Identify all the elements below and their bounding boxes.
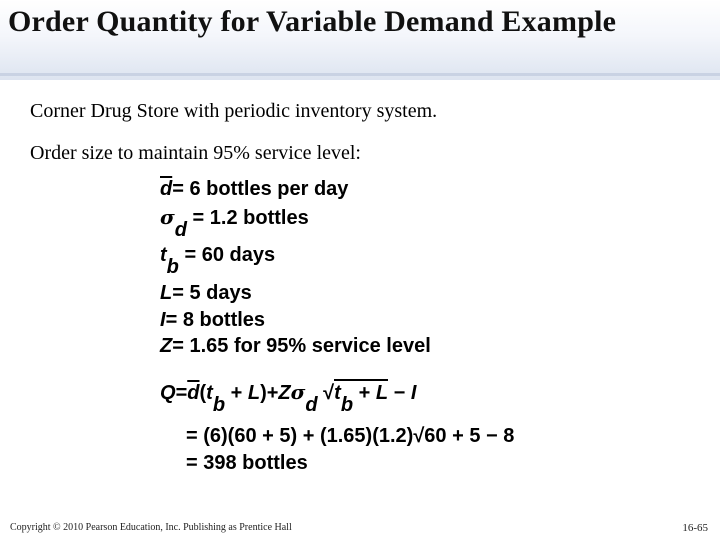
d-bar-symbol: $\overline{d}$ bbox=[160, 178, 173, 200]
formula-plus-2: + bbox=[266, 382, 279, 404]
given-L bbox=[160, 282, 252, 305]
sigma-value: 1.2 bottles bbox=[209, 207, 309, 229]
formula-t-subscript: b bbox=[212, 394, 226, 416]
formula-radicand-plus: + bbox=[358, 382, 371, 404]
Z-symbol: Z bbox=[160, 335, 173, 357]
formula-close-paren: ) bbox=[260, 382, 267, 404]
formula-radicand-t-subscript: b bbox=[340, 394, 354, 416]
bullet-2: Order size to maintain 95% service level: bbox=[30, 142, 361, 164]
result-line: = 398 bottles bbox=[186, 452, 308, 474]
Z-eq: = bbox=[172, 335, 184, 357]
formula-radicand-L: L bbox=[375, 382, 389, 404]
formula-plus-1: + bbox=[230, 382, 243, 404]
tb-subscript: b bbox=[166, 256, 179, 278]
formula-sqrt-radicand bbox=[334, 379, 389, 416]
order-quantity-formula bbox=[160, 380, 417, 416]
given-Z bbox=[160, 335, 431, 358]
given-I bbox=[160, 309, 265, 332]
formula-sigma: σ bbox=[290, 380, 306, 404]
page-number: 16-65 bbox=[682, 522, 708, 534]
sigma-eq: = bbox=[192, 207, 205, 229]
substitution-line: = (6)(60 + 5) + (1.65)(1.2)√60 + 5 − 8 bbox=[186, 425, 515, 447]
L-symbol: L bbox=[160, 282, 173, 304]
given-sigma-d bbox=[160, 205, 309, 241]
formula-radicand-t: t bbox=[334, 382, 341, 404]
title-bar bbox=[0, 0, 720, 80]
formula-sqrt-sign: √ bbox=[323, 382, 335, 404]
copyright-notice: Copyright © 2010 Pearson Education, Inc. Publishing as Prentice Hall bbox=[10, 522, 292, 533]
L-value: 5 days bbox=[189, 282, 252, 304]
formula-sigma-subscript: d bbox=[305, 394, 318, 416]
I-value: 8 bottles bbox=[182, 309, 266, 331]
bullet-1: Corner Drug Store with periodic inventory system. bbox=[30, 100, 438, 122]
tb-eq: = bbox=[184, 244, 197, 266]
Z-value: 1.65 for 95% service level bbox=[189, 335, 431, 357]
formula-Z: Z bbox=[278, 382, 291, 404]
formula-open-paren: ( bbox=[199, 382, 207, 404]
I-symbol: I bbox=[160, 309, 166, 331]
formula-minus: − bbox=[393, 382, 406, 404]
formula-Q: Q bbox=[160, 382, 176, 404]
formula-eq: = bbox=[175, 382, 188, 404]
slide-title: Order Quantity for Variable Demand Example bbox=[8, 5, 617, 38]
L-eq: = bbox=[172, 282, 184, 304]
formula-d-bar: $\overline{d}$ bbox=[187, 382, 200, 404]
d-value: 6 bottles per day bbox=[189, 178, 349, 200]
formula-t: t bbox=[206, 382, 213, 404]
tb-value: 60 days bbox=[201, 244, 276, 266]
tb-symbol: t bbox=[160, 244, 167, 266]
title-divider bbox=[0, 73, 720, 76]
formula-L: L bbox=[247, 382, 261, 404]
given-tb bbox=[160, 244, 276, 278]
sigma-symbol: σ bbox=[160, 205, 175, 229]
formula-I: I bbox=[410, 382, 417, 404]
sigma-subscript: d bbox=[174, 219, 187, 241]
I-eq: = bbox=[165, 309, 178, 331]
given-d-bar bbox=[160, 178, 348, 201]
d-eq: = bbox=[172, 178, 184, 200]
